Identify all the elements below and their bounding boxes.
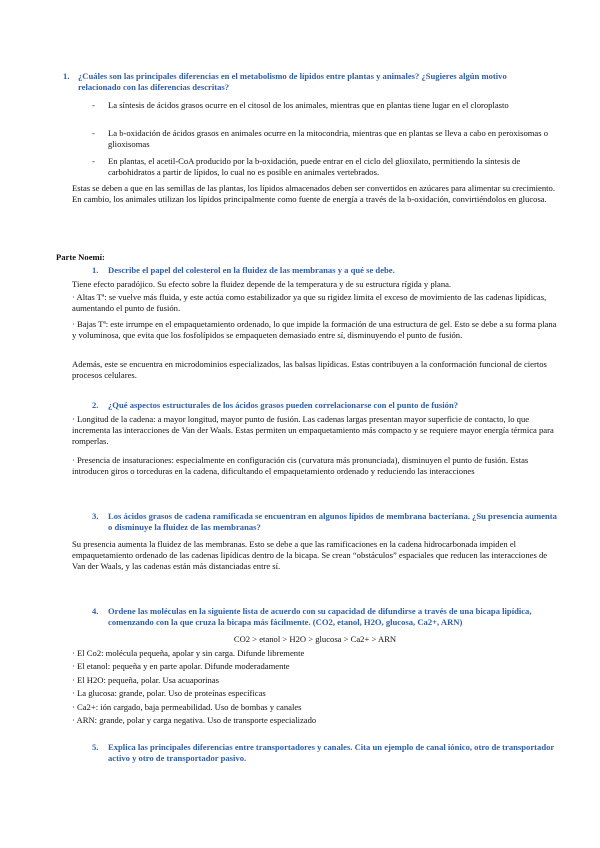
q1-line-4: Además, este se encuentra en microdominios especializados, las balsas lipídicas. Estas contribuyen a la conformación funcional de ciertos procesos celulares.	[72, 359, 547, 381]
q1-question: Describe el papel del colesterol en la fluidez de las membranas y a qué se debe.	[108, 265, 395, 275]
q2-number: 2.	[92, 400, 99, 410]
q1-number: 1.	[92, 265, 99, 275]
q3-paragraph: Su presencia aumenta la fluidez de las membranas. Esto se debe a que las ramificaciones en la cadena hidrocarbonada impiden el empaquetamiento ordenado de las cadenas lipídicas dentro de la bicapa. Se crean “obstáculos” espaciales que reducen las interacciones de Van der Waals, y las cadenas están más distanciadas entre sí.	[72, 539, 548, 572]
s1-paragraph: Estas se deben a que en las semillas de las plantas, los lípidos almacenados deben ser convertidos en azúcares para alimentar su crecimiento. En cambio, los animales utilizan los lípidos principalmente como fuente de energía a través de la b-oxidación, convirtiéndolos en glucosa.	[72, 183, 555, 205]
bullet-dash: -	[92, 156, 95, 166]
q4-line-4: · La glucosa: grande, polar. Uso de proteínas específicas	[72, 688, 266, 698]
q5-question: Explica las principales diferencias entre transportadores y canales. Cita un ejemplo de canal iónico, otro de transportador activo y otro de transportador pasivo.	[108, 742, 555, 764]
q1-line-1: Tiene efecto paradójico. Su efecto sobre la fluidez depende de la temperatura y de su estructura rígida y plana.	[72, 279, 452, 289]
q3-question: Los ácidos grasos de cadena ramificada se encuentran en algunos lípidos de membrana bacteriana. ¿Su presencia aumenta o disminuye la fluidez de las membranas?	[108, 511, 557, 533]
q4-question: Ordene las moléculas en la siguiente lista de acuerdo con su capacidad de difundirse a través de una bicapa lipídica, comenzando con la que cruza la bicapa más fácilmente. (CO2, etanol, H2O, glucosa, Ca2+, ARN)	[108, 606, 532, 628]
bullet-dash: -	[92, 100, 95, 110]
q4-number: 4.	[92, 606, 99, 616]
q4-line-5: · Ca2+: ión cargado, baja permeabilidad. Uso de bombas y canales	[72, 702, 302, 712]
q2-line-2: · Presencia de insaturaciones: especialmente en configuración cis (curvatura más pronunciada), disminuyen el punto de fusión. Estas introducen giros o torceduras en la cadena, dificultando el empaquetamiento ordenado y reduciendo las interacciones	[72, 455, 529, 477]
q2-line-1: · Longitud de la cadena: a mayor longitud, mayor punto de fusión. Las cadenas largas presentan mayor superficie de contacto, lo que incrementa las interacciones de Van der Waals. Estas permiten un empaquetamiento más compacto y se requiere mayor energía térmica para romperlas.	[72, 414, 554, 447]
q2-question: ¿Qué aspectos estructurales de los ácidos grasos pueden correlacionarse con el punto de fusión?	[108, 400, 459, 410]
q1-line-2: · Altas Tª: se vuelve más fluida, y este actúa como estabilizador ya que su rigidez limita el exceso de movimiento de las cadenas lipídicas, aumentando el punto de fusión.	[72, 292, 547, 314]
q4-line-6: · ARN: grande, polar y carga negativa. Uso de transporte especializado	[72, 715, 317, 725]
q3-number: 3.	[92, 511, 99, 521]
s1-number: 1.	[63, 71, 70, 81]
q4-line-3: · El H2O: pequeña, polar. Usa acuaporinas	[72, 675, 219, 685]
q4-line-2: · El etanol: pequeña y en parte apolar. Difunde moderadamente	[72, 661, 290, 671]
bullet-dash: -	[92, 128, 95, 138]
s1-bullet-3: En plantas, el acetil-CoA producido por la b-oxidación, puede entrar en el ciclo del glioxilato, permitiendo la síntesis de carbohidratos a partir de lípidos, lo cual no es posible en animales vertebrados.	[108, 156, 521, 178]
q1-line-3: · Bajas Tª: este irrumpe en el empaquetamiento ordenado, lo que impide la formación de una estructura de gel. Esto se debe a su forma plana y voluminosa, que evita que los fosfolípidos se empaqueten demasiado entre sí, disminuyendo el punto de fusión.	[72, 319, 557, 341]
s1-question: ¿Cuáles son las principales diferencias en el metabolismo de lípidos entre plantas y animales? ¿Sugieres algún motivo relacionado con las diferencias descritas?	[78, 71, 507, 93]
q4-order: CO2 > etanol > H2O > glucosa > Ca2+ > ARN	[233, 634, 397, 644]
s1-bullet-2: La b-oxidación de ácidos grasos en animales ocurre en la mitocondria, mientras que en plantas se lleva a cabo en peroxisomas o glioxisomas	[108, 128, 549, 150]
s1-bullet-1: La síntesis de ácidos grasos ocurre en el citosol de los animales, mientras que en plantas tiene lugar en el cloroplasto	[108, 100, 509, 110]
section-heading: Parte Noemí:	[56, 252, 105, 262]
q4-line-1: · El Co2: molécula pequeña, apolar y sin carga. Difunde libremente	[72, 648, 305, 658]
q5-number: 5.	[92, 742, 99, 752]
